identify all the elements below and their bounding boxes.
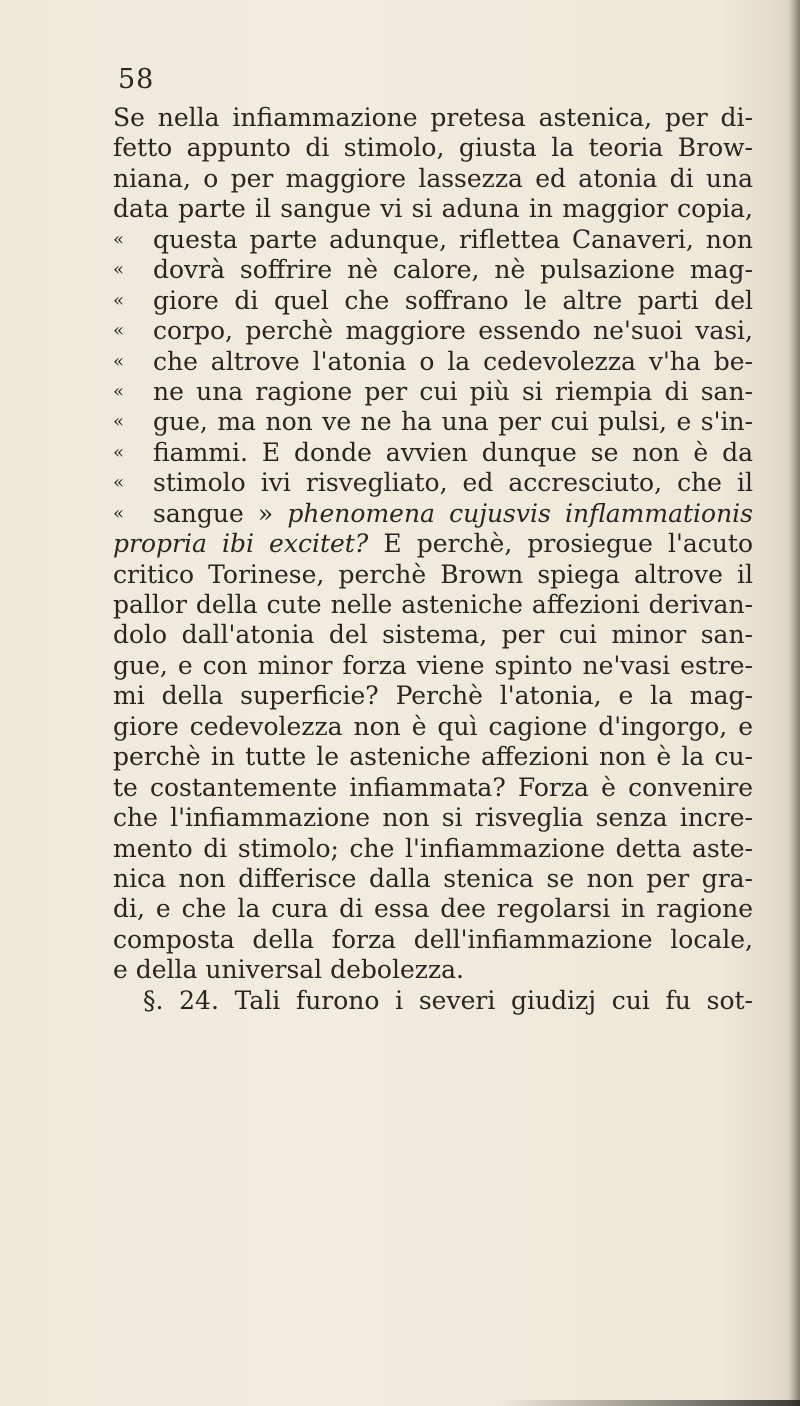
quote-mark: «: [113, 289, 125, 311]
text-line: Se nella infiammazione pretesa astenica, per di-: [113, 103, 753, 132]
quote-mark: «: [113, 259, 125, 281]
quote-mark: «: [113, 411, 125, 433]
text-line: composta della forza dell'infiammazione locale,: [113, 924, 753, 954]
quoted-line: « ne una ragione per cui più si riempia di san-: [113, 376, 753, 406]
text-line: nica non differisce dalla stenica se non per gra-: [113, 863, 753, 893]
quote-mark: «: [113, 380, 125, 402]
text-line: dolo dall'atonia del sistema, per cui minor san-: [113, 620, 753, 650]
body-text: [113, 103, 753, 1016]
quoted-line: « gue, ma non ve ne ha una per cui pulsi, e s'in-: [113, 407, 753, 437]
quote-mark: «: [113, 350, 125, 372]
latin-phrase: propria ibi excitet?: [113, 529, 369, 559]
section-number: §. 24.: [143, 985, 219, 1015]
page-edge-shadow: [788, 0, 800, 1406]
quoted-line: « questa parte adunque, riflettea Canaveri, non: [113, 224, 753, 254]
quoted-line: « che altrove l'atonia o la cedevolezza v'ha be-: [113, 346, 753, 376]
page-number: 58: [118, 64, 155, 95]
text-line: data parte il sangue vi si aduna in maggior copia,: [113, 194, 753, 224]
quoted-line: « sangue » phenomena cujusvis inflammationis: [113, 498, 754, 528]
text-line: che l'infiammazione non si risveglia senza incre-: [113, 803, 753, 833]
quote-mark: «: [113, 472, 125, 494]
latin-phrase: phenomena cujusvis inflammationis: [287, 498, 754, 528]
text-line: perchè in tutte le asteniche affezioni non è la cu-: [113, 742, 753, 772]
text-line: niana, o per maggiore lassezza ed atonia di una: [113, 163, 753, 193]
text-line: te costantemente infiammata? Forza è convenire: [113, 772, 753, 802]
text-line: gue, e con minor forza viene spinto ne'vasi estre-: [113, 650, 753, 680]
page-bottom-edge: [500, 1400, 800, 1406]
paragraph-end-line: e della universal debolezza.: [113, 955, 464, 985]
quoted-line: « dovrà soffrire nè calore, nè pulsazione mag-: [113, 255, 753, 285]
text-line: mento di stimolo; che l'infiammazione detta aste-: [113, 833, 753, 863]
text-line: propria ibi excitet? E perchè, prosiegue l'acuto: [113, 529, 754, 559]
text-line: giore cedevolezza non è quì cagione d'ingorgo, e: [113, 711, 753, 741]
text-line: mi della superficie? Perchè l'atonia, e la mag-: [113, 681, 753, 711]
quoted-line: « corpo, perchè maggiore essendo ne'suoi vasi,: [113, 316, 753, 346]
quoted-line: « stimolo ivi risvegliato, ed accresciuto, che il: [113, 468, 753, 498]
quoted-line: « giore di quel che soffrano le altre parti del: [113, 285, 753, 315]
text-line: fetto appunto di stimolo, giusta la teoria Brow-: [113, 133, 753, 163]
quote-mark: «: [113, 502, 125, 524]
quote-mark: «: [113, 320, 125, 342]
text-line: pallor della cute nelle asteniche affezioni derivan-: [113, 590, 753, 619]
quoted-line: « fiammi. E donde avvien dunque se non è da: [113, 437, 753, 467]
section-line: §. 24. Tali furono i severi giudizj cui fu sot-: [143, 985, 753, 1015]
text-line: di, e che la cura di essa dee regolarsi in ragione: [113, 894, 753, 924]
quote-mark: «: [113, 441, 125, 463]
closing-quote-mark: »: [257, 498, 274, 528]
quote-mark: «: [113, 228, 125, 250]
text-line: critico Torinese, perchè Brown spiega altrove il: [113, 559, 753, 589]
